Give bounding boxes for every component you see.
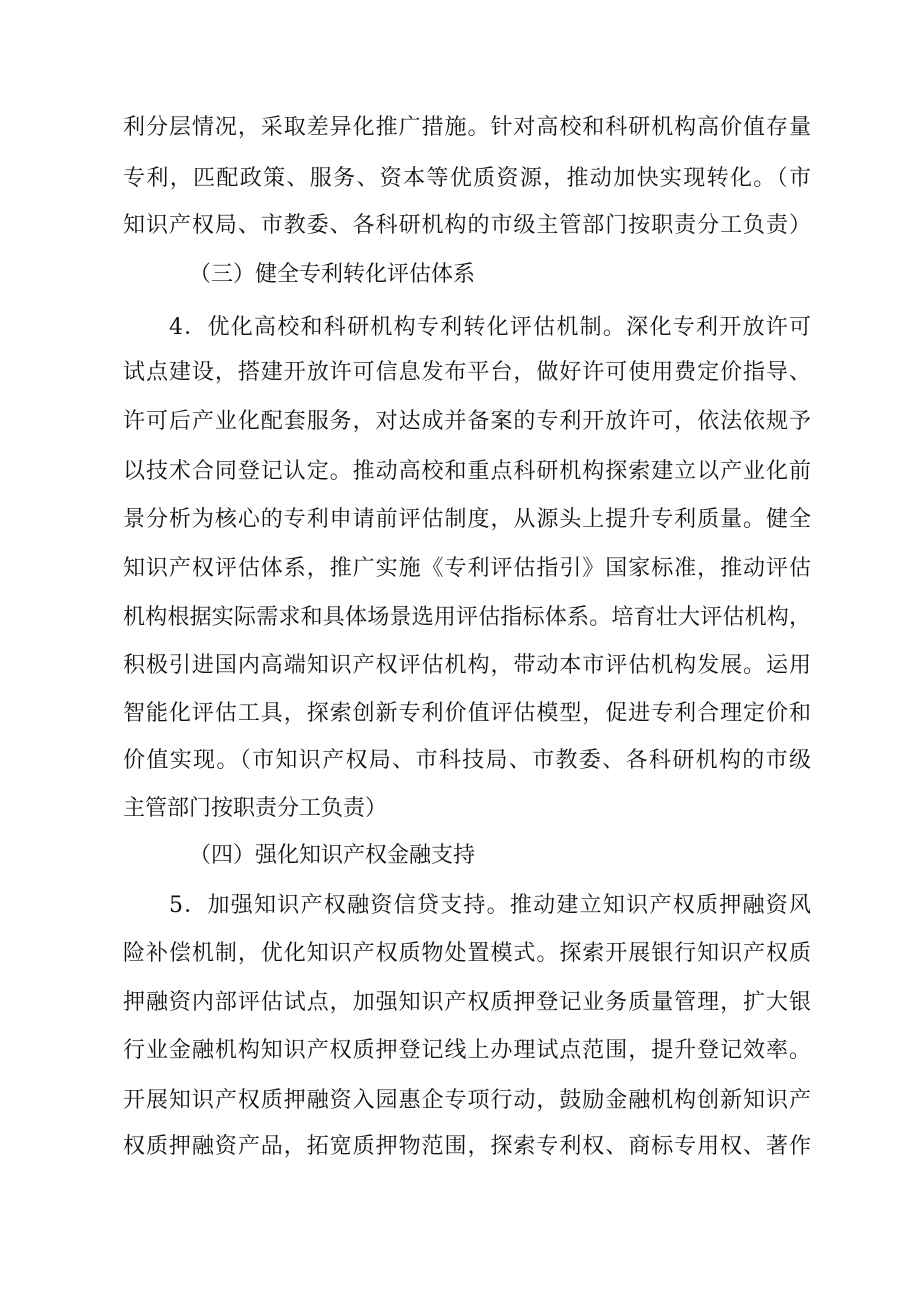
text-line: 利分层情况，采取差异化推广措施。针对高校和科研机构高价值存量 <box>123 115 811 140</box>
text-line: 知识产权局、市教委、各科研机构的市级主管部门按职责分工负责） <box>123 213 811 238</box>
text-line: 专利，匹配政策、服务、资本等优质资源，推动加快实现转化。（市 <box>123 166 811 191</box>
text-line: 积极引进国内高端知识产权评估机构，带动本市评估机构发展。运用 <box>123 653 811 678</box>
text-line: 5．加强知识产权融资信贷支持。推动建立知识产权质押融资风 <box>169 893 811 918</box>
section-heading: （四）强化知识产权金融支持 <box>189 843 476 868</box>
text-line: 主管部门按职责分工负责） <box>123 796 388 821</box>
text-line: 试点建设，搭建开放许可信息发布平台，做好许可使用费定价指导、 <box>123 360 811 385</box>
text-line: 景分析为核心的专利申请前评估制度，从源头上提升专利质量。健全 <box>123 507 811 532</box>
text-line: 行业金融机构知识产权质押登记线上办理试点范围，提升登记效率。 <box>123 1038 811 1063</box>
text-line: 开展知识产权质押融资入园惠企专项行动，鼓励金融机构创新知识产 <box>123 1088 811 1113</box>
text-line: 智能化评估工具，探索创新专利价值评估模型，促进专利合理定价和 <box>123 701 811 726</box>
text-line: 机构根据实际需求和具体场景选用评估指标体系。培育壮大评估机构， <box>123 605 811 630</box>
text-line: 价值实现。（市知识产权局、市科技局、市教委、各科研机构的市级 <box>123 748 811 773</box>
text-line: 知识产权评估体系，推广实施《专利评估指引》国家标准，推动评估 <box>123 556 811 581</box>
text-line: 许可后产业化配套服务，对达成并备案的专利开放许可，依法依规予 <box>123 409 811 434</box>
text-line: 险补偿机制，优化知识产权质物处置模式。探索开展银行知识产权质 <box>123 941 811 966</box>
text-line: 权质押融资产品，拓宽质押物范围，探索专利权、商标专用权、著作 <box>123 1134 811 1159</box>
text-line: 以技术合同登记认定。推动高校和重点科研机构探索建立以产业化前 <box>123 459 811 484</box>
text-line: 4．优化高校和科研机构专利转化评估机制。深化专利开放许可 <box>169 315 811 340</box>
text-line: 押融资内部评估试点，加强知识产权质押登记业务质量管理，扩大银 <box>123 990 811 1015</box>
section-heading: （三）健全专利转化评估体系 <box>189 262 476 287</box>
